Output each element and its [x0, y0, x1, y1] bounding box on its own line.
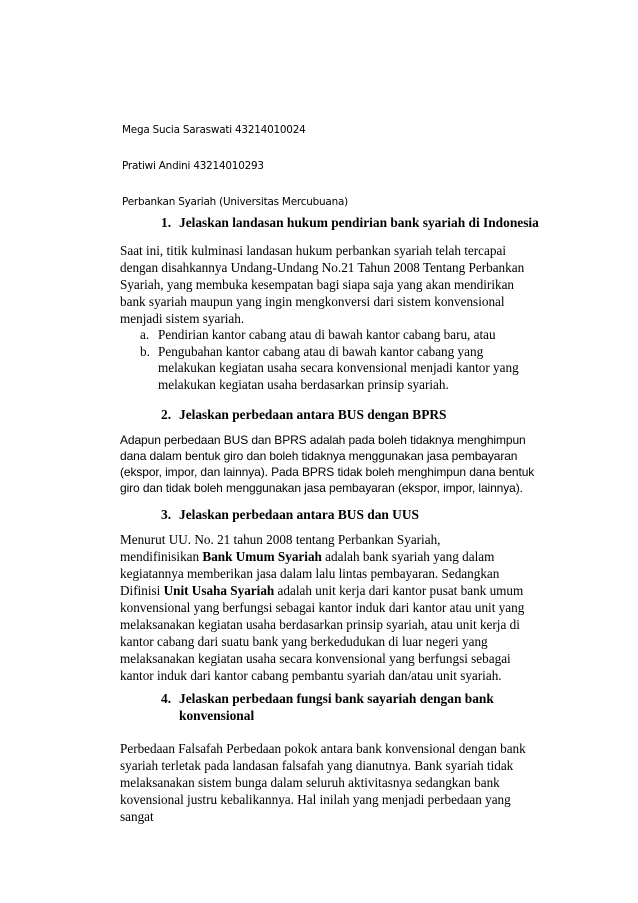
bank-umum-syariah-term: Bank Umum Syariah	[202, 549, 322, 564]
question-3-title: Jelaskan perbedaan antara BUS dan UUS	[179, 507, 419, 522]
question-1-number: 1.	[161, 215, 172, 230]
course-line: Perbankan Syariah (Universitas Mercubuana)	[122, 196, 348, 208]
question-2-heading	[161, 406, 541, 423]
question-4-heading	[161, 690, 541, 724]
author-line-2: Pratiwi Andini 43214010293	[122, 160, 264, 172]
list-marker: b.	[140, 343, 150, 359]
question-4-title: Jelaskan perbedaan fungsi bank sayariah dengan bank konvensional	[179, 691, 494, 723]
question-4-paragraph: Perbedaan Falsafah Perbedaan pokok antara bank konvensional dengan bank syariah terletak pada landasan falsafah yang dianutnya. Bank syariah tidak melaksanakan sistem bunga dalam seluruh aktivitasnya sedangkan bank kovensional justru kebalikannya. Hal inilah yang menjadi perbedaan yang sangat	[120, 741, 526, 824]
list-item-text: Pengubahan kantor cabang atau di bawah kantor cabang yang melakukan kegiatan usaha secara konvensional menjadi kantor yang melakukan kegiatan usaha berdasarkan prinsip syariah.	[158, 343, 519, 392]
unit-usaha-syariah-term: Unit Usaha Syariah	[163, 583, 275, 598]
question-1-heading	[161, 214, 541, 231]
question-3-intro-line: Menurut UU. No. 21 tahun 2008 tentang Perbankan Syariah,	[120, 532, 441, 547]
list-item	[140, 327, 542, 344]
question-2-paragraph: Adapun perbedaan BUS dan BPRS adalah pada boleh tidaknya menghimpun dana dalam bentuk giro dan boleh tidaknya menggunakan jasa pembayaran (ekspor, impor, dan lainnya). Pada BPRS tidak boleh menghimpun dana bentuk giro dan tidak boleh menggunakan jasa pembayaran (ekspor, impor, lainnya).	[120, 433, 535, 495]
question-3-text-b: adalah bank syariah yang dalam kegiatannya memberikan jasa dalam lalu lintas pembayaran. Sedangkan Difinisi	[120, 549, 500, 598]
list-item-text: Pendirian kantor cabang atau di bawah kantor cabang baru, atau	[158, 327, 496, 342]
question-3-text-a: mendifinisikan	[120, 549, 203, 564]
question-4-number: 4.	[161, 691, 172, 706]
author-line-1: Mega Sucia Saraswati 43214010024	[122, 124, 306, 136]
question-1-paragraph: Saat ini, titik kulminasi landasan hukum perbankan syariah telah tercapai dengan disahkannya Undang-Undang No.21 Tahun 2008 Tentang Perbankan Syariah, yang membuka kesempatan bagi siapa saja yang akan mendirikan bank syariah maupun yang ingin mengkonversi dari sistem konvensional menjadi sistem syariah.	[120, 243, 525, 326]
list-marker: a.	[140, 327, 150, 342]
question-3-heading	[161, 506, 541, 523]
question-3-number: 3.	[161, 507, 172, 522]
question-3-paragraph	[120, 531, 542, 684]
question-2-number: 2.	[161, 407, 172, 422]
question-3-text-c: adalah unit kerja dari kantor pusat bank umum konvensional yang berfungsi sebagai kantor induk dari kantor atau unit yang melaksanakan kegiatan usaha berdasarkan prinsip syariah, atau unit kerja di kantor cabang dari suatu bank yang berkedudukan di luar negeri yang melaksanakan kegiatan usaha secara konvensional yang berfungsi sebagai kantor induk dari kantor cabang pembantu syariah dan/atau unit syariah.	[120, 583, 525, 683]
question-2-title: Jelaskan perbedaan antara BUS dengan BPRS	[179, 407, 447, 422]
question-1-title: Jelaskan landasan hukum pendirian bank syariah di Indonesia	[179, 215, 539, 230]
list-item	[140, 344, 542, 394]
question-1-list	[140, 327, 542, 393]
